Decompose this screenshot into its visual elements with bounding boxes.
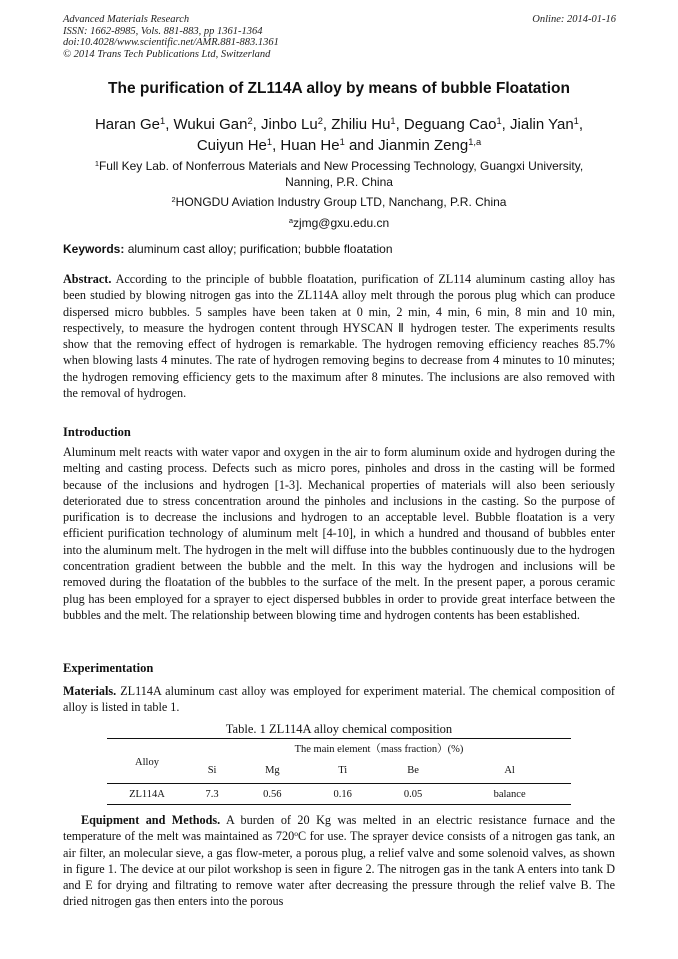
issn-line: ISSN: 1662-8985, Vols. 881-883, pp 1361-1364 [63, 25, 263, 37]
author-separator: , [252, 116, 261, 133]
author: Jinbo Lu [260, 116, 318, 133]
author-affil-sup: 1 [573, 115, 579, 126]
cell-alloy: ZL114A [107, 784, 187, 805]
author: Deguang Cao [403, 116, 497, 133]
author-affil-sup: 1 [339, 136, 345, 147]
abstract-text: According to the principle of bubble floatation, purification of ZL114 aluminum casting alloy has been studied by blowing nitrogen gas into the ZL114A alloy melt through the porous plug which can produce dispersed micro bubbles. 5 samples have been taken at 0 min, 2 min, 4 min, 6 min, 8 min and 10 min, respectively, to measure the hydrogen content through HYSCAN Ⅱ hydrogen tester. The experiments results show that the removing effect of hydrogen is remarkable. The hydrogen removing efficiency reaches 85.7% when blowing lasts 4 minutes. The rate of hydrogen removing begins to decrease from 4 minutes to 10 minutes; the hydrogen removing efficiency gets to the maximum after 8 minutes. The inclusions are also removed with the removal of hydrogen. [63, 272, 615, 401]
copyright-line: © 2014 Trans Tech Publications Ltd, Switzerland [63, 48, 271, 60]
keywords-label: Keywords: [63, 242, 125, 256]
materials-label: Materials. [63, 684, 117, 698]
author-and: and [344, 137, 379, 154]
author: Jianmin Zeng [378, 137, 469, 154]
affil-sup: 1 [94, 158, 99, 168]
author-separator: , [165, 116, 174, 133]
journal-header [63, 14, 279, 60]
journal-name: Advanced Materials Research [63, 14, 190, 25]
author-separator: , [501, 116, 511, 133]
author-affil-sup: 1 [496, 115, 502, 126]
email-sup: a [288, 215, 293, 225]
author: Haran Ge [94, 116, 161, 133]
author-affil-sup: 2 [247, 115, 253, 126]
affil-text: Nanning, P.R. China [285, 175, 393, 189]
table-row [107, 784, 571, 805]
cell-value: 7.3 [187, 784, 237, 805]
affil-sup: 2 [171, 194, 176, 204]
materials-paragraph [63, 683, 615, 716]
col-header-element: Al [448, 757, 571, 784]
introduction-heading: Introduction [63, 425, 131, 439]
col-group-header: The main element（mass fraction）(%) [294, 743, 464, 755]
table-caption: Table. 1 ZL114A alloy chemical composition [225, 722, 453, 736]
cell-value: 0.05 [378, 784, 448, 805]
temp-unit: C [297, 829, 307, 844]
composition-table [107, 738, 571, 805]
equipment-paragraph [63, 812, 615, 910]
affil-text: HONGDU Aviation Industry Group LTD, Nanchang, P.R. China [175, 195, 507, 209]
author-separator: , [272, 137, 281, 154]
author-affil-sup: 1,a [468, 136, 482, 147]
col-header-alloy: Alloy [107, 739, 187, 784]
author-list [60, 114, 618, 156]
degree-sup: o [294, 829, 298, 839]
cell-value: 0.16 [308, 784, 378, 805]
email-address[interactable]: zjmg@gxu.edu.cn [292, 216, 390, 230]
author-affil-sup: 1 [160, 115, 166, 126]
author-separator: , [322, 116, 332, 133]
equipment-label: Equipment and Methods. [81, 813, 221, 827]
author: Huan He [280, 137, 340, 154]
author-affil-sup: 1 [390, 115, 396, 126]
cell-value: balance [448, 784, 571, 805]
author: Cuiyun He [196, 137, 267, 154]
cell-value: 0.56 [237, 784, 307, 805]
author-separator: , [395, 116, 404, 133]
col-header-element: Mg [237, 757, 307, 784]
experimentation-heading: Experimentation [63, 661, 154, 675]
affiliation-1 [60, 158, 618, 190]
keywords [63, 242, 618, 256]
author-affil-sup: 2 [317, 115, 323, 126]
abstract [63, 271, 615, 401]
affiliation-2 [60, 194, 618, 210]
affil-text: Full Key Lab. of Nonferrous Materials and New Processing Technology, Guangxi University, [98, 159, 584, 173]
author-affil-sup: 1 [266, 136, 273, 147]
paper-title: The purification of ZL114A alloy by means of bubble Floatation [108, 80, 570, 97]
equipment-text: A burden of 20 Kg was melted in an electric resistance furnace and the temperature of the melt was maintained as 720 [63, 813, 615, 844]
author-separator: , [578, 116, 584, 133]
col-header-element: Ti [308, 757, 378, 784]
col-header-element: Be [378, 757, 448, 784]
introduction-text: Aluminum melt reacts with water vapor and oxygen in the air to form aluminum oxide and hydrogen during the melting and casting process. Defects such as micro pores, pinholes and dross in the casting will be formed because of the inclusions and hydrogen [1-3]. Mechanical properties of materials will also been seriously deteriorated due to stress concentration around the pinholes and inclusions in the casting. So the purpose of purification is to decrease the inclusions and hydrogen to an acceptable level. Bubble floatation is a very efficient purification technology of aluminum melt [4-10], in which a hundred and thousand of bubbles enter into the aluminum melt. The hydrogen in the melt will diffuse into the bubbles continuously due to the hydrogen concentration gradient between the bubble and the melt. In this way the hydrogen and inclusions will be removed during the floatation of the bubbles to the surface of the melt. In the present paper, a porous ceramic plug has been employed for a sprayer to eject dispersed bubbles in order to provide great interface between the bubbles and the melt. The relationship between blowing time and hydrogen contents has been established. [63, 445, 615, 622]
abstract-label: Abstract. [63, 272, 112, 286]
author: Jialin Yan [510, 116, 574, 133]
materials-text: ZL114A aluminum cast alloy was employed for experiment material. The chemical composition of alloy is listed in table 1. [63, 684, 615, 715]
author: Zhiliu Hu [331, 116, 391, 133]
online-date: Online: 2014-01-16 [532, 14, 616, 25]
col-header-element: Si [187, 757, 237, 784]
doi-line[interactable]: doi:10.4028/www.scientific.net/AMR.881-883.1361 [63, 37, 279, 48]
equipment-text-cont: for use. The sprayer device consists of a nitrogen gas tank, an air filter, an molecular sieve, a gas flow-meter, a porous plug, a relief valve and some solenoid valves, as shown in figure 1. The device at our pilot workshop is seen in figure 2. The nitrogen gas in the tank A enters into tank D and E for drying and filtrating to remove water after decreasing the pressure through the relief valve B. The dried nitrogen gas then enters into the porous [63, 829, 615, 909]
keywords-text: aluminum cast alloy; purification; bubble floatation [124, 242, 393, 256]
author: Wukui Gan [173, 116, 248, 133]
email-line [60, 215, 618, 231]
